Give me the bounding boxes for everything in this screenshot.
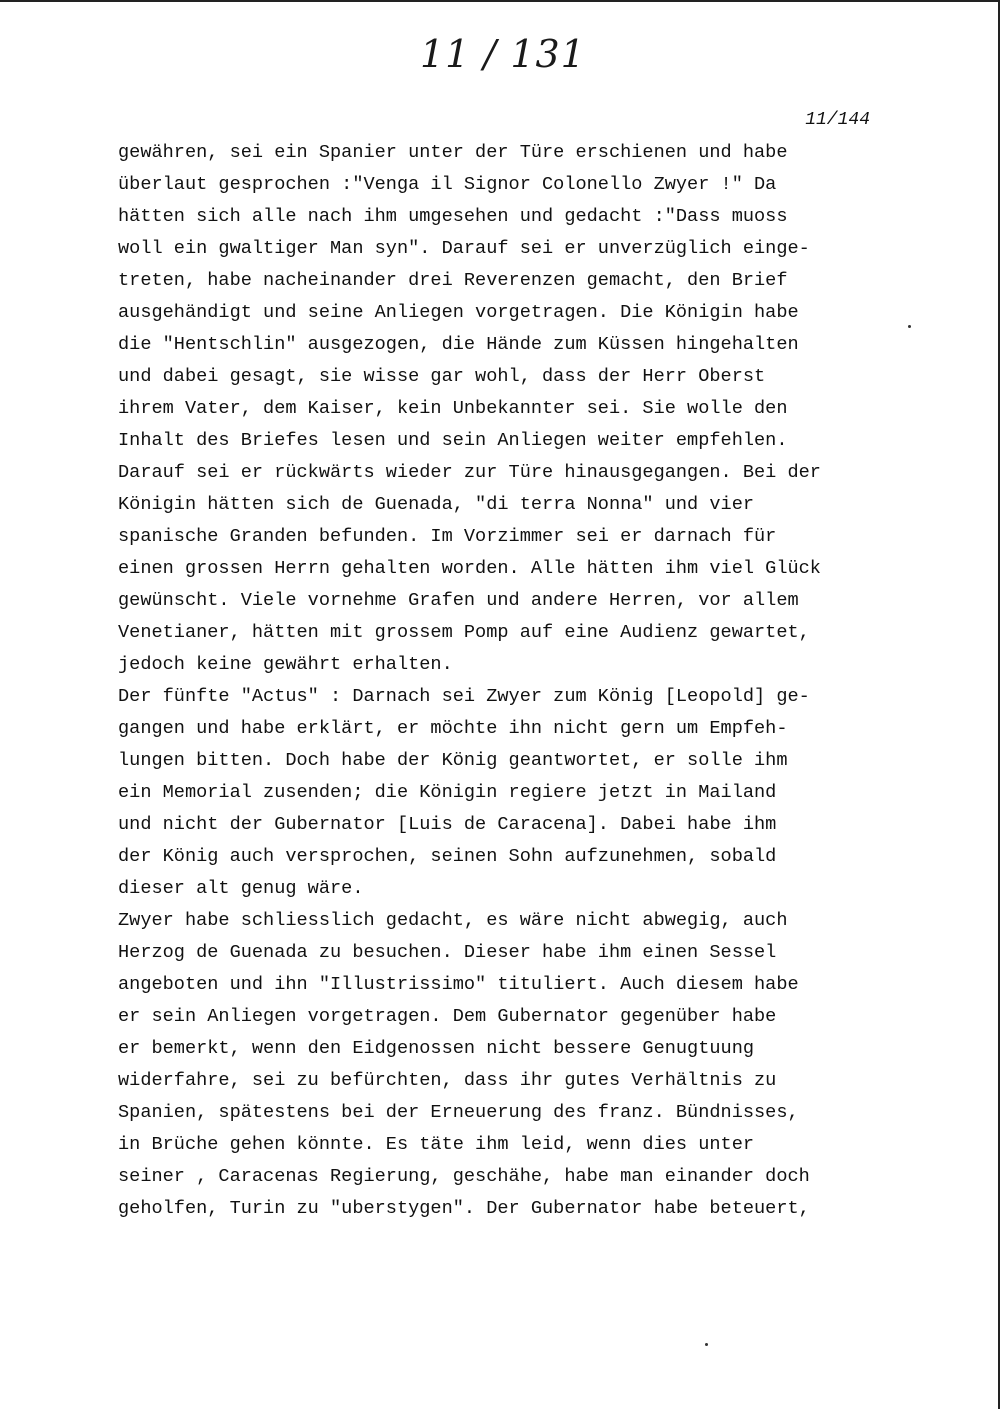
scan-speck — [705, 1343, 708, 1346]
text-line: lungen bitten. Doch habe der König geantwortet, er solle ihm — [118, 750, 788, 771]
text-line: Königin hätten sich de Guenada, "di terra Nonna" und vier — [118, 494, 755, 515]
text-line: spanische Granden befunden. Im Vorzimmer sei er darnach für — [118, 526, 777, 547]
text-line: die "Hentschlin" ausgezogen, die Hände zum Küssen hingehalten — [118, 334, 799, 355]
scan-speck — [908, 325, 911, 328]
text-line: widerfahre, sei zu befürchten, dass ihr gutes Verhältnis zu — [118, 1070, 777, 1091]
text-line: Spanien, spätestens bei der Erneuerung des franz. Bündnisses, — [118, 1102, 799, 1123]
text-line: geholfen, Turin zu "uberstygen". Der Gubernator habe beteuert, — [118, 1198, 810, 1219]
text-line: einen grossen Herrn gehalten worden. Alle hätten ihm viel Glück — [118, 558, 821, 579]
text-line: gewähren, sei ein Spanier unter der Türe erschienen und habe — [118, 142, 788, 163]
text-line: Venetianer, hätten mit grossem Pomp auf eine Audienz gewartet, — [118, 622, 810, 643]
text-line: Darauf sei er rückwärts wieder zur Türe hinausgegangen. Bei der — [118, 462, 821, 483]
text-line: er sein Anliegen vorgetragen. Dem Gubernator gegenüber habe — [118, 1006, 777, 1027]
handwritten-folio-note: 11 / 131 — [420, 32, 586, 76]
text-line: woll ein gwaltiger Man syn". Darauf sei er unverzüglich einge- — [118, 238, 810, 259]
page-number: 11/144 — [805, 110, 870, 130]
text-line: er bemerkt, wenn den Eidgenossen nicht bessere Genugtuung — [118, 1038, 755, 1059]
text-line: ihrem Vater, dem Kaiser, kein Unbekannter sei. Sie wolle den — [118, 398, 788, 419]
text-line: und dabei gesagt, sie wisse gar wohl, dass der Herr Oberst — [118, 366, 766, 387]
text-line: seiner , Caracenas Regierung, geschähe, habe man einander doch — [118, 1166, 810, 1187]
text-line: Der fünfte "Actus" : Darnach sei Zwyer zum König [Leopold] ge- — [118, 686, 810, 707]
text-line: gangen und habe erklärt, er möchte ihn nicht gern um Empfeh- — [118, 718, 788, 739]
text-line: Herzog de Guenada zu besuchen. Dieser habe ihm einen Sessel — [118, 942, 777, 963]
text-line: jedoch keine gewährt erhalten. — [118, 654, 453, 675]
text-line: Zwyer habe schliesslich gedacht, es wäre nicht abwegig, auch — [118, 910, 788, 931]
text-line: hätten sich alle nach ihm umgesehen und gedacht :"Dass muoss — [118, 206, 788, 227]
text-line: und nicht der Gubernator [Luis de Caracena]. Dabei habe ihm — [118, 814, 777, 835]
text-line: überlaut gesprochen :"Venga il Signor Colonello Zwyer !" Da — [118, 174, 777, 195]
text-line: in Brüche gehen könnte. Es täte ihm leid, wenn dies unter — [118, 1134, 755, 1155]
text-line: Inhalt des Briefes lesen und sein Anliegen weiter empfehlen. — [118, 430, 788, 451]
text-line: dieser alt genug wäre. — [118, 878, 364, 899]
body-text — [118, 137, 878, 1225]
text-line: gewünscht. Viele vornehme Grafen und andere Herren, vor allem — [118, 590, 799, 611]
text-line: angeboten und ihn "Illustrissimo" tituliert. Auch diesem habe — [118, 974, 799, 995]
text-line: der König auch versprochen, seinen Sohn aufzunehmen, sobald — [118, 846, 777, 867]
text-line: treten, habe nacheinander drei Reverenzen gemacht, den Brief — [118, 270, 788, 291]
text-line: ein Memorial zusenden; die Königin regiere jetzt in Mailand — [118, 782, 777, 803]
text-line: ausgehändigt und seine Anliegen vorgetragen. Die Königin habe — [118, 302, 799, 323]
